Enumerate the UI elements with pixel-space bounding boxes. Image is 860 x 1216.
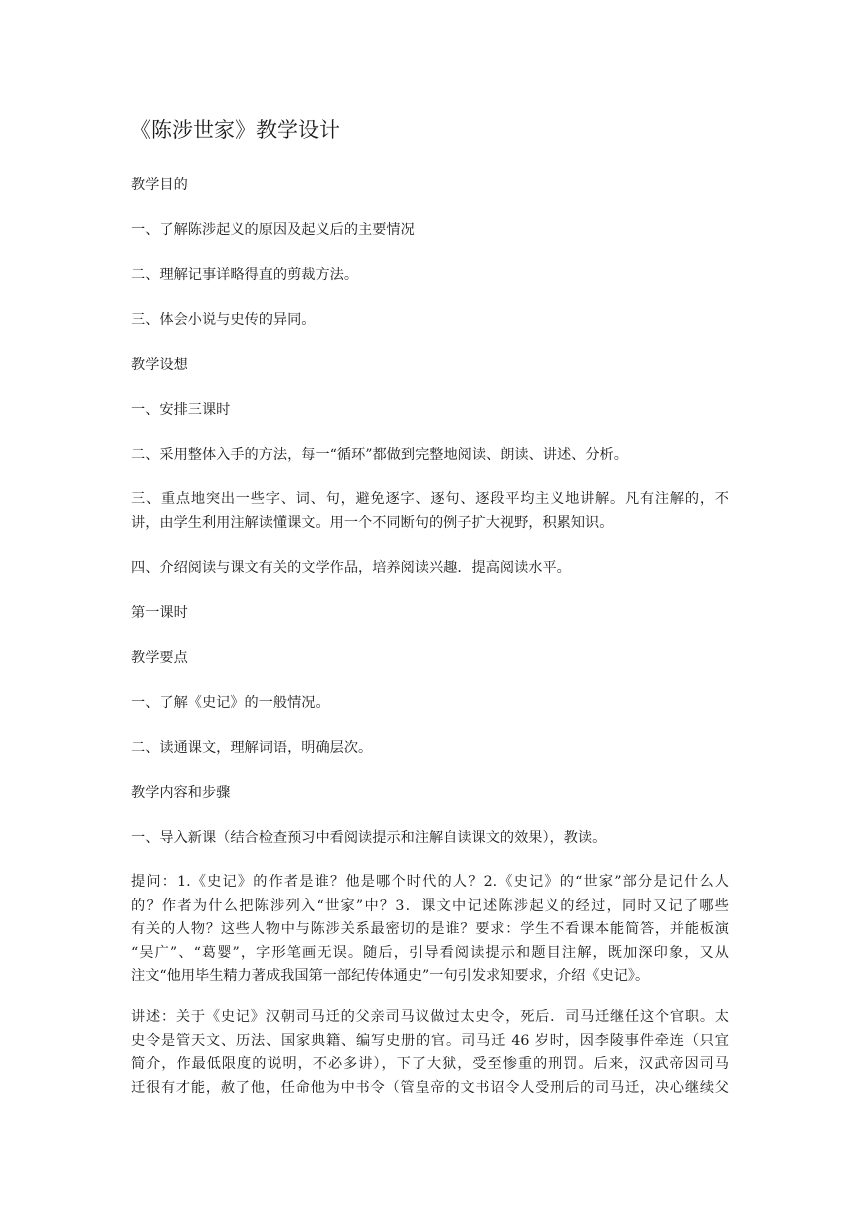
- paragraph-line: “吴广”、“葛婴”，字形笔画无误。随后，引导看阅读提示和题目注解，既加深印象，又从: [131, 944, 729, 961]
- page-title: 《陈涉世家》教学设计: [130, 118, 340, 142]
- goal-item-3: 三、体会小说与史传的异同。: [131, 312, 316, 328]
- paragraph-line: 的？作者为什么把陈涉列入“世家”中？3．课文中记述陈涉起义的经过，同时又记了哪些: [131, 897, 729, 914]
- heading-teaching-plan: 教学设想: [131, 357, 188, 373]
- plan-item-4: 四、介绍阅读与课文有关的文学作品，培养阅读兴趣．提高阅读水平。: [131, 560, 571, 576]
- paragraph-line: 提问：1.《史记》的作者是谁？他是哪个时代的人？2.《史记》的“世家”部分是记什么人: [131, 874, 729, 890]
- point-item-1: 一、了解《史记》的一般情况。: [131, 695, 330, 711]
- paragraph-line: 史令是管天文、历法、国家典籍、编写史册的官。司马迁 46 岁时，因李陵事件牵连（只宜: [131, 1032, 729, 1049]
- heading-first-lesson: 第一课时: [131, 605, 188, 621]
- heading-teaching-goals: 教学目的: [131, 177, 188, 193]
- plan-item-1: 一、安排三课时: [131, 402, 231, 418]
- goal-item-2: 二、理解记事详略得直的剪裁方法。: [131, 267, 359, 283]
- paragraph-line: 三、重点地突出一些字、词、句，避免逐字、逐句、逐段平均主义地讲解。凡有注解的，不: [131, 491, 729, 507]
- lecture-paragraph: [131, 1006, 729, 1100]
- paragraph-line: 注文“他用毕生精力著成我国第一部纪传体通史”一句引发求知要求，介绍《史记》。: [131, 968, 650, 984]
- heading-teaching-points: 教学要点: [131, 650, 188, 666]
- paragraph-line: 简介，作最低限度的说明，不必多讲），下了大狱，受至惨重的刑罚。后来，汉武帝因司马: [131, 1056, 729, 1072]
- plan-item-3-paragraph: [131, 488, 729, 535]
- paragraph-line: 迁很有才能，赦了他，任命他为中书令（管皇帝的文书诏令人受刑后的司马迁，决心继续父: [131, 1079, 729, 1096]
- step-item-1: 一、导入新课（结合检查预习中看阅读提示和注解自读课文的效果），教读。: [131, 830, 607, 846]
- goal-item-1: 一、了解陈涉起义的原因及起义后的主要情况: [131, 222, 415, 238]
- paragraph-line: 讲，由学生利用注解读懂课文。用一个不同断句的例子扩大视野，积累知识。: [131, 514, 614, 531]
- paragraph-line: 讲述：关于《史记》汉朝司马迁的父亲司马议做过太史令，死后．司马迁继任这个官职。太: [131, 1009, 729, 1025]
- heading-content-steps: 教学内容和步骤: [131, 785, 231, 801]
- questions-paragraph: [131, 871, 729, 989]
- plan-item-2: 二、采用整体入手的方法，每一“循环”都做到完整地阅读、朗读、讲述、分析。: [131, 447, 628, 463]
- point-item-2: 二、读通课文，理解词语，明确层次。: [131, 740, 373, 756]
- paragraph-line: 有关的人物？这些人物中与陈涉关系最密切的是谁？要求：学生不看课本能简答，并能板演: [131, 921, 729, 937]
